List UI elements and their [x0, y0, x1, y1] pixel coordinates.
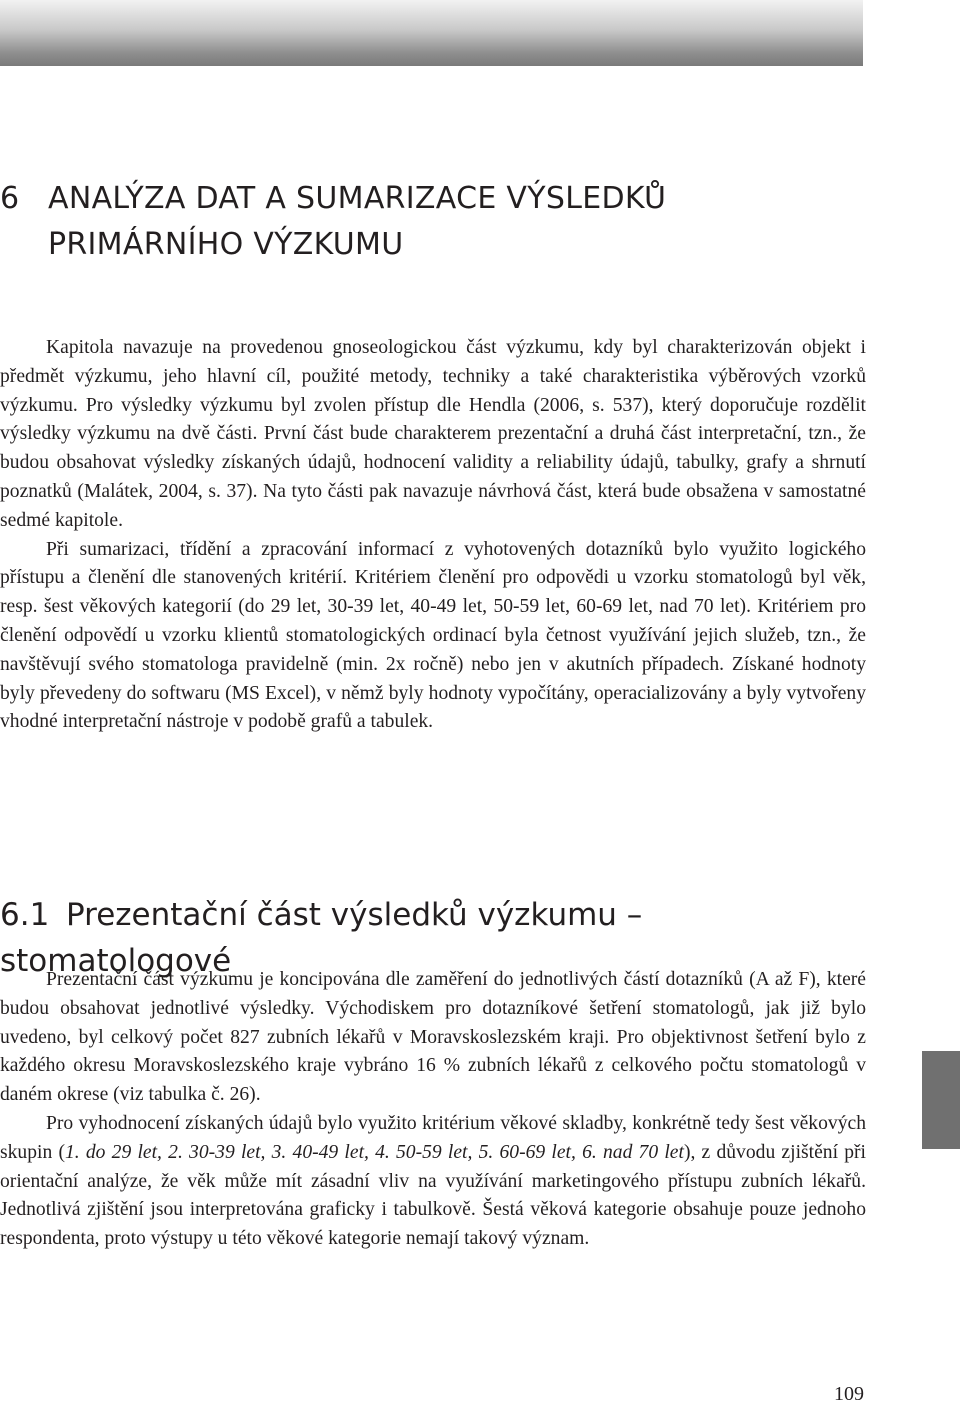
page-number: 109: [834, 1383, 864, 1405]
chapter-title: ANALÝZA DAT A SUMARIZACE VÝSLEDKŮ PRIMÁRNÍHO VÝZKUMU: [48, 181, 667, 262]
intro-text: [0, 334, 866, 737]
section-paragraph-1: Prezentační část výzkumu je koncipována dle zaměření do jednotlivých částí dotazníků (A až F), které budou obsahovat jednotlivé výsledky. Východiskem pro dotazníkové šetření stomatologů, jak již bylo uvedeno, byl celkový počet 827 zubních lékařů v Moravskoslezském kraji. Pro objektivnost šetření bylo z každého okresu Moravskoslezského kraje vybráno 16 % zubních lékařů z celkového počtu stomatologů v daném okrese (viz tabulka č. 26).: [0, 969, 866, 1106]
chapter-heading: [0, 176, 860, 268]
paragraph-text-after: ), z důvodu zjištění při orientační analýze, že věk může mít zásadní vliv na využívání marketingového přístupu zubních lékařů. Jednotlivá zjištění jsou interpretována graficky i tabulkově. Šestá věková kategorie obsahuje pouze jednoho respondenta, proto výstupy u této věkové kategorie nemají takový význam.: [0, 1141, 866, 1250]
paragraph-text-before: Pro vyhodnocení získaných údajů bylo využito kritérium věkové skladby, konkrétně tedy šest věkových skupin (: [0, 1112, 866, 1163]
age-groups-list: 1. do 29 let, 2. 30-39 let, 3. 40-49 let, 4. 50-59 let, 5. 60-69 let, 6. nad 70 let: [64, 1141, 684, 1163]
header-band: [0, 0, 863, 66]
section-text: [0, 966, 866, 1254]
section-paragraph-2: [0, 1110, 866, 1254]
intro-paragraph-1: Kapitola navazuje na provedenou gnoseologickou část výzkumu, kdy byl charakterizován objekt i předmět výzkumu, jeho hlavní cíl, použité metody, techniky a také charakteristika výběrových vzorků výzkumu. Pro výsledky výzkumu byl zvolen přístup dle Hendla (2006, s. 537), který doporučuje rozdělit výsledky výzkumu na dvě části. První část bude charakterem prezentační a druhá část interpretační, tzn., že budou obsahovat výsledky získaných údajů, hodnocení validity a reliability údajů, tabulky, grafy a shrnutí poznatků (Malátek, 2004, s. 37). Na tyto části pak navazuje návrhová část, která bude obsažena v samostatné sedmé kapitole.: [0, 337, 866, 531]
intro-paragraph-2: Při sumarizaci, třídění a zpracování informací z vyhotovených dotazníků bylo využito logického přístupu a členění dle stanovených kritérií. Kritériem členění pro odpovědi u vzorku stomatologů byl věk, resp. šest věkových kategorií (do 29 let, 30-39 let, 40-49 let, 50-59 let, 60-69 let, nad 70 let). Kritériem pro členění odpovědí u vzorku klientů stomatologických ordinací byla četnost využívání jejich služeb, tzn., že navštěvují svého stomatologa pravidelně (min. 2x ročně) nebo jen v akutních případech. Získané hodnoty byly převedeny do softwaru (MS Excel), v němž byly hodnoty vypočítány, operacializovány a byly vytvořeny vhodné interpretační nástroje v podobě grafů a tabulek.: [0, 538, 866, 733]
chapter-number: 6: [0, 181, 20, 216]
section-title: Prezentační část výsledků výzkumu – stomatologové: [0, 897, 643, 979]
section-number: 6.1: [0, 897, 50, 933]
chapter-thumb-tab: [922, 1051, 960, 1149]
